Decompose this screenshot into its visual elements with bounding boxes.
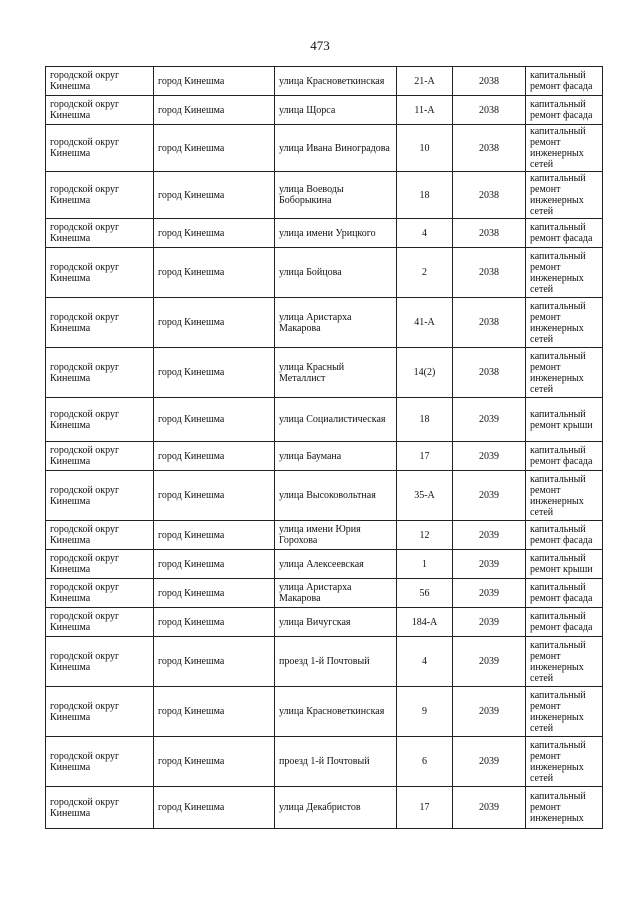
cell-house: 17: [397, 442, 453, 471]
registry-table: [45, 66, 603, 829]
cell-year: 2039: [453, 398, 526, 442]
cell-city: город Кинешма: [154, 248, 275, 298]
cell-city: город Кинешма: [154, 787, 275, 829]
cell-year: 2039: [453, 471, 526, 521]
cell-year: 2039: [453, 442, 526, 471]
cell-city: город Кинешма: [154, 550, 275, 579]
cell-year: 2039: [453, 737, 526, 787]
table-row: [46, 550, 603, 579]
cell-district: городской округ Кинешма: [46, 219, 154, 248]
cell-district: городской округ Кинешма: [46, 471, 154, 521]
cell-district: городской округ Кинешма: [46, 737, 154, 787]
cell-house: 11-А: [397, 96, 453, 125]
cell-street: улица Аристарха Макарова: [275, 579, 397, 608]
cell-street: проезд 1-й Почтовый: [275, 637, 397, 687]
cell-house: 9: [397, 687, 453, 737]
table-row: [46, 298, 603, 348]
cell-year: 2039: [453, 787, 526, 829]
cell-work: капитальный ремонт инженерных сетей: [526, 687, 603, 737]
cell-district: городской округ Кинешма: [46, 442, 154, 471]
cell-house: 184-А: [397, 608, 453, 637]
cell-house: 17: [397, 787, 453, 829]
cell-work: капитальный ремонт инженерных сетей: [526, 471, 603, 521]
cell-work: капитальный ремонт инженерных: [526, 787, 603, 829]
cell-street: улица Аристарха Макарова: [275, 298, 397, 348]
cell-year: 2039: [453, 550, 526, 579]
cell-street: улица Баумана: [275, 442, 397, 471]
cell-house: 10: [397, 125, 453, 172]
cell-district: городской округ Кинешма: [46, 787, 154, 829]
cell-work: капитальный ремонт инженерных сетей: [526, 298, 603, 348]
cell-district: городской округ Кинешма: [46, 298, 154, 348]
cell-work: капитальный ремонт фасада: [526, 521, 603, 550]
table-row: [46, 521, 603, 550]
cell-city: город Кинешма: [154, 219, 275, 248]
cell-city: город Кинешма: [154, 579, 275, 608]
cell-year: 2038: [453, 67, 526, 96]
cell-street: улица имени Урицкого: [275, 219, 397, 248]
cell-city: город Кинешма: [154, 687, 275, 737]
cell-district: городской округ Кинешма: [46, 550, 154, 579]
cell-year: 2038: [453, 96, 526, 125]
page-number: 473: [310, 38, 330, 53]
cell-house: 18: [397, 398, 453, 442]
cell-work: капитальный ремонт фасада: [526, 579, 603, 608]
cell-house: 2: [397, 248, 453, 298]
cell-year: 2038: [453, 248, 526, 298]
cell-house: 18: [397, 172, 453, 219]
cell-district: городской округ Кинешма: [46, 125, 154, 172]
cell-street: улица Вичугская: [275, 608, 397, 637]
cell-city: город Кинешма: [154, 637, 275, 687]
cell-year: 2038: [453, 172, 526, 219]
cell-year: 2039: [453, 637, 526, 687]
cell-year: 2038: [453, 219, 526, 248]
cell-district: городской округ Кинешма: [46, 687, 154, 737]
cell-district: городской округ Кинешма: [46, 521, 154, 550]
cell-work: капитальный ремонт фасада: [526, 96, 603, 125]
cell-work: капитальный ремонт инженерных сетей: [526, 172, 603, 219]
cell-house: 4: [397, 219, 453, 248]
cell-street: улица Бойцова: [275, 248, 397, 298]
cell-year: 2038: [453, 298, 526, 348]
cell-city: город Кинешма: [154, 67, 275, 96]
cell-street: улица Красный Металлист: [275, 348, 397, 398]
cell-house: 35-А: [397, 471, 453, 521]
cell-street: улица Красноветкинская: [275, 67, 397, 96]
table-row: [46, 687, 603, 737]
cell-city: город Кинешма: [154, 737, 275, 787]
table-row: [46, 442, 603, 471]
cell-district: городской округ Кинешма: [46, 172, 154, 219]
cell-city: город Кинешма: [154, 471, 275, 521]
cell-city: город Кинешма: [154, 298, 275, 348]
table-row: [46, 398, 603, 442]
cell-district: городской округ Кинешма: [46, 248, 154, 298]
cell-district: городской округ Кинешма: [46, 637, 154, 687]
cell-city: город Кинешма: [154, 608, 275, 637]
cell-year: 2039: [453, 579, 526, 608]
cell-street: улица Алексеевская: [275, 550, 397, 579]
cell-street: улица Щорса: [275, 96, 397, 125]
cell-house: 41-А: [397, 298, 453, 348]
cell-district: городской округ Кинешма: [46, 96, 154, 125]
cell-district: городской округ Кинешма: [46, 608, 154, 637]
cell-work: капитальный ремонт фасада: [526, 219, 603, 248]
cell-house: 6: [397, 737, 453, 787]
cell-house: 1: [397, 550, 453, 579]
registry-table-body: [46, 67, 603, 829]
cell-street: улица Воеводы Боборыкина: [275, 172, 397, 219]
cell-year: 2039: [453, 608, 526, 637]
cell-year: 2038: [453, 125, 526, 172]
cell-work: капитальный ремонт крыши: [526, 398, 603, 442]
cell-city: город Кинешма: [154, 442, 275, 471]
table-row: [46, 608, 603, 637]
cell-work: капитальный ремонт инженерных сетей: [526, 637, 603, 687]
cell-house: 14(2): [397, 348, 453, 398]
cell-house: 4: [397, 637, 453, 687]
cell-year: 2039: [453, 521, 526, 550]
cell-work: капитальный ремонт инженерных сетей: [526, 248, 603, 298]
cell-district: городской округ Кинешма: [46, 348, 154, 398]
cell-work: капитальный ремонт фасада: [526, 442, 603, 471]
table-row: [46, 348, 603, 398]
cell-house: 21-А: [397, 67, 453, 96]
cell-street: улица Социалистическая: [275, 398, 397, 442]
table-row: [46, 96, 603, 125]
cell-work: капитальный ремонт крыши: [526, 550, 603, 579]
cell-street: улица Высоковольтная: [275, 471, 397, 521]
cell-street: улица Красноветкинская: [275, 687, 397, 737]
table-row: [46, 125, 603, 172]
cell-district: городской округ Кинешма: [46, 398, 154, 442]
cell-city: город Кинешма: [154, 125, 275, 172]
cell-work: капитальный ремонт фасада: [526, 608, 603, 637]
table-row: [46, 67, 603, 96]
table-row: [46, 637, 603, 687]
table-row: [46, 248, 603, 298]
cell-city: город Кинешма: [154, 172, 275, 219]
cell-year: 2038: [453, 348, 526, 398]
table-row: [46, 471, 603, 521]
cell-house: 12: [397, 521, 453, 550]
cell-street: улица Декабристов: [275, 787, 397, 829]
table-row: [46, 737, 603, 787]
cell-city: город Кинешма: [154, 398, 275, 442]
cell-street: проезд 1-й Почтовый: [275, 737, 397, 787]
cell-street: улица Ивана Виноградова: [275, 125, 397, 172]
table-row: [46, 219, 603, 248]
table-row: [46, 579, 603, 608]
cell-city: город Кинешма: [154, 521, 275, 550]
cell-work: капитальный ремонт инженерных сетей: [526, 125, 603, 172]
cell-city: город Кинешма: [154, 96, 275, 125]
cell-work: капитальный ремонт инженерных сетей: [526, 737, 603, 787]
cell-year: 2039: [453, 687, 526, 737]
cell-district: городской округ Кинешма: [46, 579, 154, 608]
cell-street: улица имени Юрия Горохова: [275, 521, 397, 550]
cell-district: городской округ Кинешма: [46, 67, 154, 96]
table-row: [46, 787, 603, 829]
cell-work: капитальный ремонт фасада: [526, 67, 603, 96]
cell-city: город Кинешма: [154, 348, 275, 398]
table-row: [46, 172, 603, 219]
cell-house: 56: [397, 579, 453, 608]
cell-work: капитальный ремонт инженерных сетей: [526, 348, 603, 398]
